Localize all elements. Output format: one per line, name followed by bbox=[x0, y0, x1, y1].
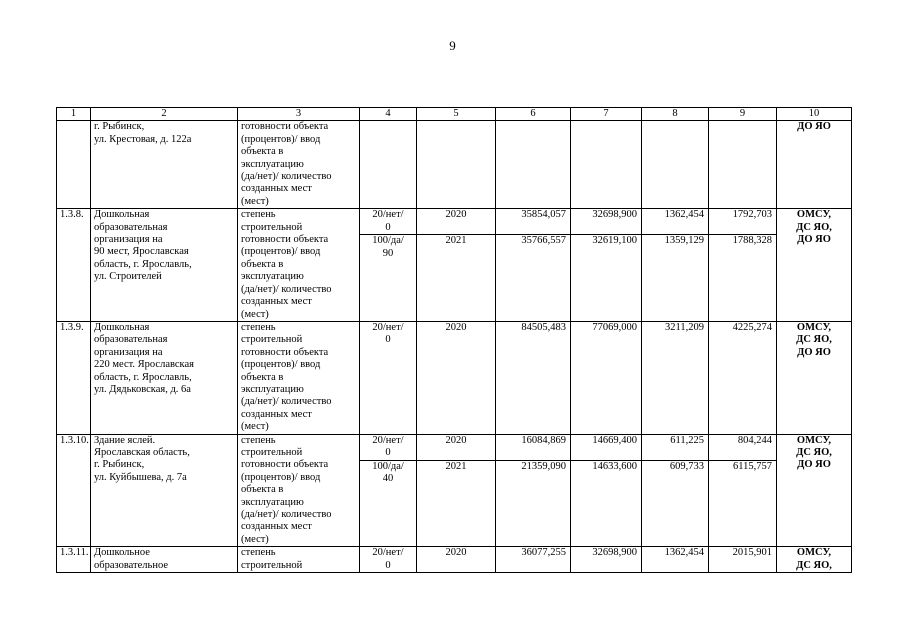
executor: ДО ЯО bbox=[777, 121, 852, 209]
regional-amount: 611,225 bbox=[642, 434, 709, 460]
table-row bbox=[57, 434, 852, 460]
total-amount: 16084,869 bbox=[496, 434, 571, 460]
row-number bbox=[57, 121, 91, 209]
executor: ОМСУ, ДС ЯО, ДО ЯО bbox=[777, 321, 852, 434]
indicator-text: степень строительной готовности объекта (процентов)/ ввод объекта в эксплуатацию (да/нет)/ количество созданных мест (мест) bbox=[238, 321, 360, 434]
column-header: 4 bbox=[360, 108, 417, 121]
target-value: 20/нет/ 0 bbox=[360, 434, 417, 460]
federal-amount: 14669,400 bbox=[571, 434, 642, 460]
empty-cell bbox=[709, 121, 777, 209]
local-amount: 2015,901 bbox=[709, 547, 777, 573]
target-value: 20/нет/ 0 bbox=[360, 321, 417, 434]
empty-cell bbox=[642, 121, 709, 209]
year: 2020 bbox=[417, 547, 496, 573]
year: 2020 bbox=[417, 209, 496, 235]
indicator-text: степень строительной готовности объекта (процентов)/ ввод объекта в эксплуатацию (да/нет)/ количество созданных мест (мест) bbox=[238, 209, 360, 322]
empty-cell bbox=[417, 121, 496, 209]
row-number: 1.3.8. bbox=[57, 209, 91, 322]
table-row bbox=[57, 121, 852, 209]
regional-amount: 3211,209 bbox=[642, 321, 709, 434]
row-number: 1.3.11. bbox=[57, 547, 91, 573]
federal-amount: 32698,900 bbox=[571, 209, 642, 235]
table-row bbox=[57, 547, 852, 573]
object-name: Дошкольная образовательная организация на 220 мест. Ярославская область, г. Ярославль, ул. Дядьковская, д. 6а bbox=[91, 321, 238, 434]
federal-amount: 32698,900 bbox=[571, 547, 642, 573]
target-value: 100/да/ 90 bbox=[360, 235, 417, 322]
executor: ОМСУ, ДС ЯО, ДО ЯО bbox=[777, 434, 852, 547]
local-amount: 4225,274 bbox=[709, 321, 777, 434]
regional-amount: 1362,454 bbox=[642, 547, 709, 573]
federal-amount: 32619,100 bbox=[571, 235, 642, 322]
total-amount: 84505,483 bbox=[496, 321, 571, 434]
program-table bbox=[56, 107, 852, 573]
total-amount: 35766,557 bbox=[496, 235, 571, 322]
row-number: 1.3.10. bbox=[57, 434, 91, 547]
total-amount: 21359,090 bbox=[496, 460, 571, 547]
target-value: 100/да/ 40 bbox=[360, 460, 417, 547]
header-row bbox=[57, 108, 852, 121]
column-header: 10 bbox=[777, 108, 852, 121]
object-name: Дошкольное образовательное bbox=[91, 547, 238, 573]
federal-amount: 77069,000 bbox=[571, 321, 642, 434]
object-name: Дошкольная образовательная организация на 90 мест, Ярославская область, г. Ярославль, ул. Строителей bbox=[91, 209, 238, 322]
column-header: 3 bbox=[238, 108, 360, 121]
executor: ОМСУ, ДС ЯО, ДО ЯО bbox=[777, 209, 852, 322]
year: 2020 bbox=[417, 434, 496, 460]
table-row bbox=[57, 321, 852, 434]
indicator-text: степень строительной bbox=[238, 547, 360, 573]
regional-amount: 1359,129 bbox=[642, 235, 709, 322]
indicator-text: степень строительной готовности объекта (процентов)/ ввод объекта в эксплуатацию (да/нет)/ количество созданных мест (мест) bbox=[238, 434, 360, 547]
empty-cell bbox=[571, 121, 642, 209]
local-amount: 1792,703 bbox=[709, 209, 777, 235]
column-header: 7 bbox=[571, 108, 642, 121]
total-amount: 35854,057 bbox=[496, 209, 571, 235]
column-header: 9 bbox=[709, 108, 777, 121]
column-header: 8 bbox=[642, 108, 709, 121]
object-name: Здание яслей. Ярославская область, г. Рыбинск, ул. Куйбышева, д. 7а bbox=[91, 434, 238, 547]
page-number: 9 bbox=[449, 38, 456, 53]
year: 2021 bbox=[417, 235, 496, 322]
local-amount: 6115,757 bbox=[709, 460, 777, 547]
empty-cell bbox=[360, 121, 417, 209]
column-header: 2 bbox=[91, 108, 238, 121]
target-value: 20/нет/ 0 bbox=[360, 209, 417, 235]
total-amount: 36077,255 bbox=[496, 547, 571, 573]
federal-amount: 14633,600 bbox=[571, 460, 642, 547]
object-name: г. Рыбинск, ул. Крестовая, д. 122а bbox=[91, 121, 238, 209]
regional-amount: 1362,454 bbox=[642, 209, 709, 235]
empty-cell bbox=[496, 121, 571, 209]
row-number: 1.3.9. bbox=[57, 321, 91, 434]
year: 2020 bbox=[417, 321, 496, 434]
executor: ОМСУ, ДС ЯО, bbox=[777, 547, 852, 573]
target-value: 20/нет/ 0 bbox=[360, 547, 417, 573]
year: 2021 bbox=[417, 460, 496, 547]
regional-amount: 609,733 bbox=[642, 460, 709, 547]
column-header: 5 bbox=[417, 108, 496, 121]
local-amount: 1788,328 bbox=[709, 235, 777, 322]
local-amount: 804,244 bbox=[709, 434, 777, 460]
column-header: 1 bbox=[57, 108, 91, 121]
table-row bbox=[57, 209, 852, 235]
column-header: 6 bbox=[496, 108, 571, 121]
indicator-text: готовности объекта (процентов)/ ввод объекта в эксплуатацию (да/нет)/ количество созданных мест (мест) bbox=[238, 121, 360, 209]
